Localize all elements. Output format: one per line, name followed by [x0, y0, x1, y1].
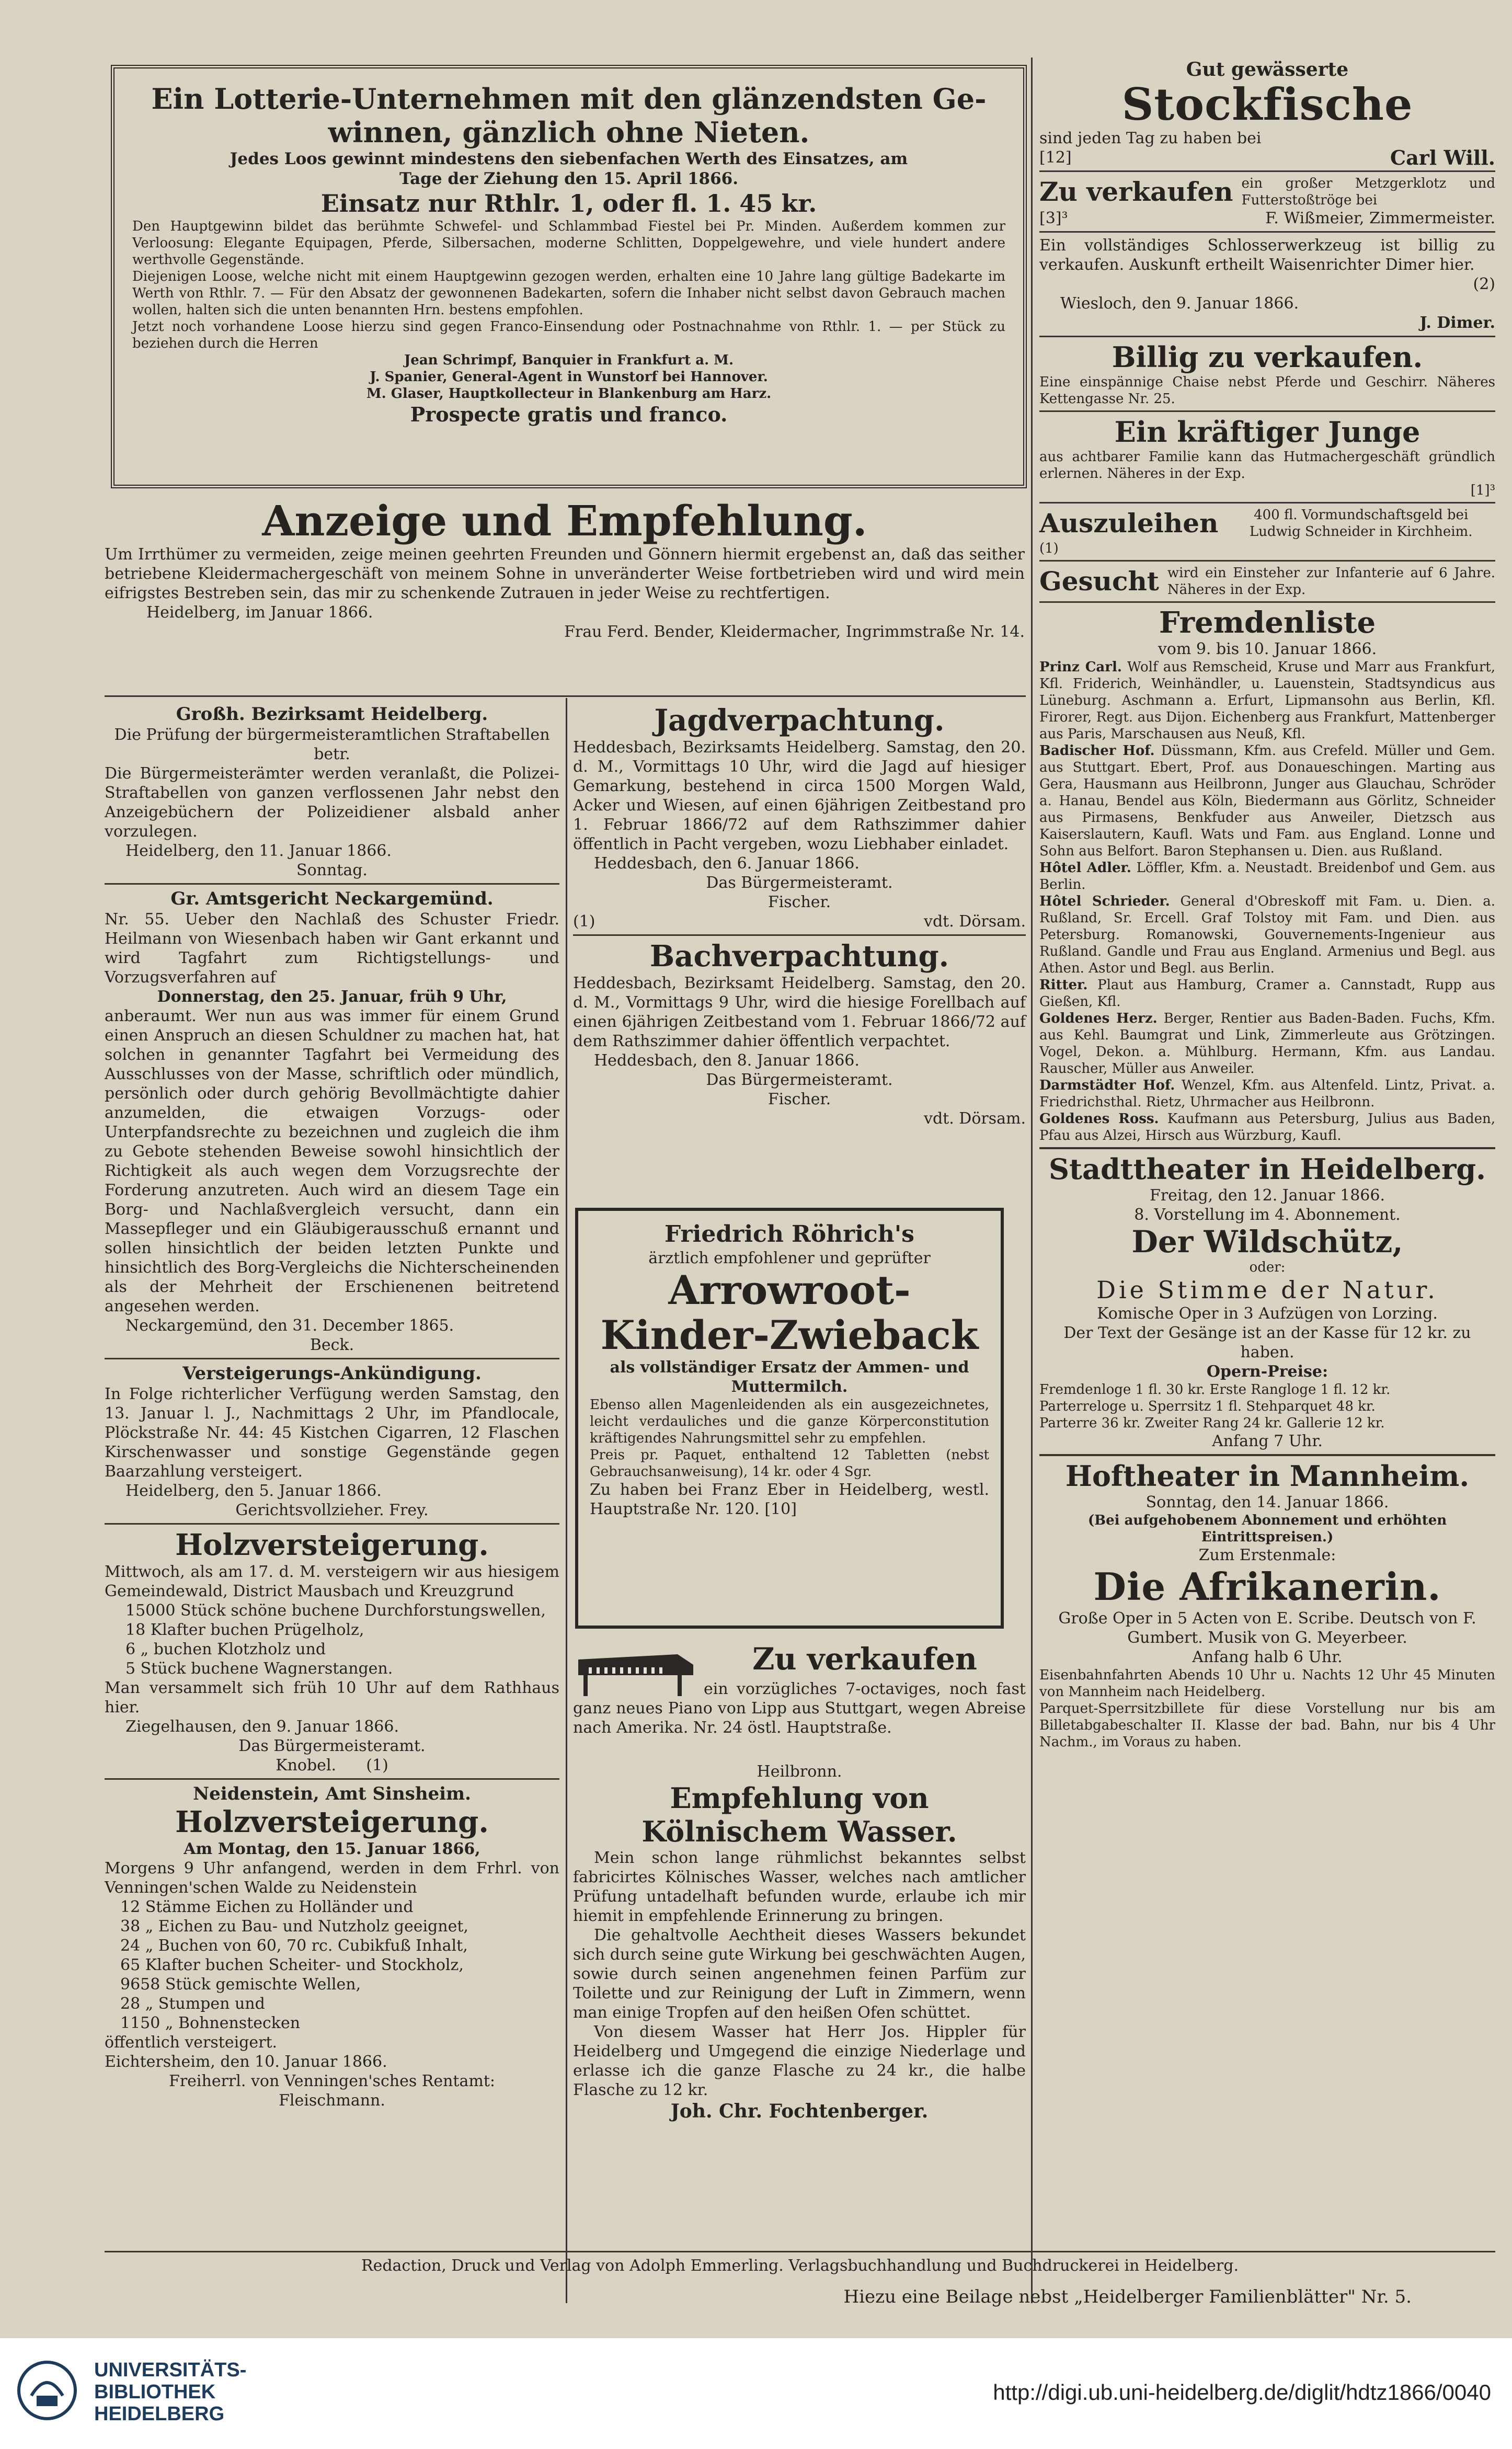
hunt-lease-head: Jagdverpachtung.	[654, 703, 945, 738]
city-theatre-price: Fremdenloge 1 fl. 30 kr. Erste Rangloge 1 fl. 12 kr.	[1039, 1382, 1391, 1398]
cologne-water-body: Mein schon lange rühmlichst bekanntes selbst fabricirtes Kölnisches Wasser, welches nach amtlicher Prüfung untadelhaft befunden wurde, erlaube ich mir hiemit in empfehlende Erinnerung zu bringen.	[573, 1849, 1026, 1925]
sale-1-footer	[1039, 209, 1495, 228]
tools-number: (2)	[1473, 275, 1495, 293]
hotel-name: Goldenes Ross.	[1039, 1111, 1159, 1127]
anzeige-sign: Frau Ferd. Bender, Kleidermacher, Ingrimmstraße Nr. 14.	[564, 623, 1025, 641]
hotel-name: Goldenes Herz.	[1039, 1011, 1158, 1026]
brook-lease-office: Das Bürgermeisteramt.	[706, 1071, 893, 1089]
notice-4-item: 15000 Stück schöne buchene Durchforstungswellen,	[125, 1601, 546, 1620]
hotel-name: Ritter.	[1039, 977, 1088, 993]
arrowroot-maker: Friedrich Röhrich's	[665, 1221, 914, 1248]
hotel-guests: Wolf aus Remscheid, Kruse und Marr aus Frankfurt, Kfl. Friderich, Weinhändler, u. Lauenstein, Stadtsyndicus aus Lüneburg. Aschmann a. Erfurt, Lipmansohn aus Berlin, Kfl. Firorer, Regt. aus Dijon. Eichenberg aus Frankfurt, Mattenberger aus Paris, Marschausen aus Neuß, Kfl.	[1039, 659, 1495, 742]
lottery-title-2: winnen, gänzlich ohne Nieten.	[328, 116, 810, 149]
left-column	[105, 703, 559, 2110]
wanted-head: Gesucht	[1039, 566, 1159, 597]
anzeige-body: Um Irrthümer zu vermeiden, zeige meinen geehrten Freunden und Gönnern hiermit ergebenst an, daß das seither betriebene Kleidermachergeschäft von meinem Sohne in unveränderter Weise fortbetrieben wird und wird mein eifrigstes Bestreben sein, das mir zu schenkende Zutrauen in jeder Weise zu rechtfertigen.	[105, 545, 1025, 602]
arrowroot-title-1: Arrowroot-	[668, 1267, 911, 1313]
apprentice-body: aus achtbarer Familie kann das Hutmachergeschäft gründlich erlernen. Näheres in der Exp.	[1039, 449, 1495, 482]
notice-1-place: Heidelberg, den 11. Januar 1866.	[125, 842, 392, 860]
tools-body: Ein vollständiges Schlosserwerkzeug ist billig zu verkaufen. Auskunft ertheilt Waisenrichter Dimer hier.	[1039, 236, 1495, 274]
sale-1-body: ein großer Metzgerklotz und Futterstoßtröge bei	[1241, 176, 1495, 208]
cheap-sale-body: Eine einspännige Chaise nebst Pferde und Geschirr. Näheres Kettengasse Nr. 25.	[1039, 374, 1495, 407]
lottery-agent-3: M. Glaser, Hauptkollecteur in Blankenburg am Harz.	[366, 386, 772, 402]
hotel-guests: General d'Obreskoff mit Fam. u. Dien. a. Rußland, Sr. Ercell. Graf Tolstoy mit Fam. und Dien. aus Petersburg. Romanowski, Gouvernements-Ingenieur aus Rußland. Gandle und Frau aus England. Armenius und Begl. aus Athen. Astor und Begl. aus Berlin.	[1039, 894, 1496, 976]
city-theatre-date: Freitag, den 12. Januar 1866.	[1150, 1186, 1385, 1205]
lottery-body-2: Diejenigen Loose, welche nicht mit einem Hauptgewinn gezogen werden, erhalten eine 10 Jahre lang gültige Badekarte im Werth von Rthlr. 7. — Für den Absatz der gewonnenen Badekarten, sofern die Inhaber nicht selbst davon Gebrauch machen wollen, halten sich die unten benannten Hrn. bestens empfohlen.	[132, 269, 1005, 318]
library-name-3: HEIDELBERG	[94, 2403, 225, 2425]
notice-4-body-2: Man versammelt sich früh 10 Uhr auf dem Rathhaus hier.	[105, 1679, 559, 1716]
city-theatre-prices-head: Opern-Preise:	[1206, 1363, 1328, 1381]
notice-1-subject: Die Prüfung der bürgermeisteramtlichen Straftabellen betr.	[114, 726, 550, 763]
anzeige-title: Anzeige und Empfehlung.	[262, 496, 867, 545]
notice-1-head: Großh. Bezirksamt Heidelberg.	[176, 704, 488, 725]
loan-body: 400 fl. Vormundschaftsgeld bei Ludwig Schneider in Kirchheim.	[1249, 507, 1473, 540]
notice-4-place: Ziegelhausen, den 9. Januar 1866.	[125, 1718, 399, 1736]
brook-lease-vdt: vdt. Dörsam.	[924, 1109, 1026, 1128]
library-footer	[0, 2337, 1512, 2449]
notice-2-head: Gr. Amtsgericht Neckargemünd.	[170, 888, 494, 909]
city-theatre-price: Parterreloge u. Sperrsitz 1 fl. Stehparquet 48 kr.	[1039, 1399, 1376, 1414]
arrowroot-title-2: Kinder-Zwieback	[600, 1312, 979, 1358]
hotel-guests: Löffler, Kfm. a. Neustadt. Breidenbof und Gem. aus Berlin.	[1039, 860, 1495, 892]
notice-2-body: Nr. 55. Ueber den Nachlaß des Schuster Friedr. Heilmann von Wiesenbach haben wir Gant erkannt und wird Tagfahrt zum Richtigstellungs- und Vorzugsverfahren auf	[105, 910, 559, 987]
piano-icon	[573, 1644, 698, 1701]
cheap-sale-head: Billig zu verkaufen.	[1112, 340, 1423, 374]
lottery-title-1: Ein Lotterie-Unternehmen mit den glänzendsten Ge-	[151, 82, 987, 116]
sale-1-number: [3]³	[1039, 209, 1068, 227]
notice-5-item: 1150 „ Bohnenstecken	[120, 2014, 301, 2032]
imprint-line-2: Hiezu eine Beilage nebst „Heidelberger Familienblätter" Nr. 5.	[843, 2286, 1412, 2307]
tools-sign: J. Dimer.	[1419, 314, 1495, 332]
court-theatre-tickets: Parquet-Sperrsitzbillete für diese Vorstellung nur bis am Billetabgabeschalter II. Klasse der bad. Bahn, nur bis 4 Uhr Nachm., im Voraus zu haben.	[1039, 1701, 1495, 1750]
notice-5-item: 38 „ Eichen zu Bau- und Nutzholz geeignet,	[120, 1917, 468, 1936]
sale-1-head: Zu verkaufen	[1039, 176, 1233, 207]
city-theatre-price: Parterre 36 kr. Zweiter Rang 24 kr. Gallerie 12 kr.	[1039, 1415, 1385, 1431]
lottery-body: Den Hauptgewinn bildet das berühmte Schwefel- und Schlammbad Fiestel bei Pr. Minden. Außerdem kommen zur Verloosung: Elegante Equipagen, Pferde, Silbersachen, moderne Schlitten, Doppelgewehre, und viele hundert andere werthvolle Gegenstände.	[132, 219, 1005, 268]
piano-head: Zu verkaufen	[752, 1641, 977, 1677]
arrowroot-sub: ärztlich empfohlener und geprüfter	[648, 1249, 931, 1267]
hunt-lease-vdt: vdt. Dörsam.	[924, 912, 1026, 931]
hunt-lease-number: (1)	[573, 912, 595, 931]
notice-5-head: Neidenstein, Amt Sinsheim.	[193, 1783, 471, 1804]
stockfish-head: Stockfische	[1121, 78, 1413, 130]
notice-4-number: (1)	[366, 1756, 388, 1775]
hotel-name: Hôtel Adler.	[1039, 860, 1131, 876]
middle-column	[573, 703, 1026, 1128]
apprentice-head: Ein kräftiger Junge	[1114, 415, 1421, 449]
hotel-name: Hôtel Schrieder.	[1039, 894, 1170, 909]
piano-body: ein vorzügliches 7-octaviges, noch fast ganz neues Piano von Lipp aus Stuttgart, wegen Abreise nach Amerika. Nr. 24 östl. Hauptstraße.	[573, 1680, 1026, 1737]
hotel-name: Badischer Hof.	[1039, 743, 1155, 759]
wanted-body: wird ein Einsteher zur Infanterie auf 6 Jahre. Näheres in der Exp.	[1167, 565, 1495, 598]
notice-5-body: Morgens 9 Uhr anfangend, werden in dem Frhrl. von Venningen'schen Walde zu Neidenstein	[105, 1859, 559, 1897]
stockfish-body: sind jeden Tag zu haben bei	[1039, 129, 1262, 147]
notice-4-head: Holzversteigerung.	[175, 1528, 489, 1562]
notice-4-item: 5 Stück buchene Wagnerstangen.	[125, 1660, 393, 1678]
hotel-entry	[1039, 1111, 1495, 1144]
notice-3-body: In Folge richterlicher Verfügung werden Samstag, den 13. Januar l. J., Nachmittags 2 Uhr, im Pfandlocale, Plöckstraße Nr. 44: 45 Kistchen Cigarren, 12 Flaschen Kirschenwasser und sonstige Gegenstände gegen Baarzahlung versteigert.	[105, 1385, 559, 1481]
city-theatre-perf: 8. Vorstellung im 4. Abonnement.	[1134, 1206, 1401, 1224]
court-theatre-date: Sonntag, den 14. Januar 1866.	[1146, 1493, 1389, 1512]
notice-5-item: 28 „ Stumpen und	[120, 1995, 265, 2013]
stockfish-number: [12]	[1039, 148, 1072, 167]
notice-5-place: Eichtersheim, den 10. Januar 1866.	[105, 2053, 387, 2071]
cologne-water-body-2: Die gehaltvolle Aechtheit dieses Wassers bekundet sich durch seine gute Wirkung bei geschwächten Augen, sowie durch seinen angenehmen feinen Parfüm zur Toilette und zur Reinigung der Luft in Zimmern, wenn man einige Tropfen auf den heißen Ofen schüttet.	[573, 1926, 1026, 2022]
hotel-name: Prinz Carl.	[1039, 659, 1122, 675]
lottery-line-2: Tage der Ziehung den 15. April 1866.	[399, 169, 739, 188]
stockfish-sign: Carl Will.	[1390, 146, 1495, 169]
notice-5-item: 12 Stämme Eichen zu Holländer und	[120, 1898, 414, 1916]
notice-3-place: Heidelberg, den 5. Januar 1866.	[125, 1482, 382, 1500]
arrowroot-body: Ebenso allen Magenleidenden als ein ausgezeichnetes, leicht verdauliches und die ganze Körperconstitution kräftigendes Nahrungsmittel sehr zu empfehlen.	[590, 1397, 989, 1446]
notice-5-item: 9658 Stück gemischte Wellen,	[120, 1975, 361, 1994]
cologne-water-head: Empfehlung von Kölnischem Wasser.	[642, 1781, 957, 1848]
cologne-water-body-3: Von diesem Wasser hat Herr Jos. Hippler für Heidelberg und Umgegend die einzige Niederlage und erlasse ich die ganze Flasche zu 24 kr., die halbe Flasche zu 12 kr.	[573, 2023, 1026, 2099]
visitors-list	[1039, 659, 1495, 1144]
notice-5-item: 24 „ Buchen von 60, 70 rc. Cubikfuß Inhalt,	[120, 1937, 468, 1955]
notice-2-place: Neckargemünd, den 31. December 1865.	[125, 1317, 454, 1335]
notice-5-sign: Fleischmann.	[279, 2091, 385, 2110]
arrowroot-seller: Zu haben bei Franz Eber in Heidelberg, westl. Hauptstraße Nr. 120. [10]	[590, 1481, 989, 1518]
visitors-head: Fremdenliste	[1159, 605, 1376, 640]
notice-5-title: Holzversteigerung.	[175, 1805, 489, 1839]
hotel-guests: Plaut aus Hamburg, Cramer a. Cannstadt, Rupp aus Gießen, Kfl.	[1039, 977, 1496, 1010]
stockfish-footer	[1039, 148, 1495, 167]
cologne-water-sign: Joh. Chr. Fochtenberger.	[670, 2100, 929, 2122]
notice-5-body-2: öffentlich versteigert.	[105, 2033, 278, 2052]
visitors-sub: vom 9. bis 10. Januar 1866.	[1158, 640, 1377, 658]
court-theatre-trains: Eisenbahnfahrten Abends 10 Uhr u. Nachts 12 Uhr 45 Minuten von Mannheim nach Heidelberg.	[1039, 1667, 1495, 1700]
anzeige-place: Heidelberg, im Januar 1866.	[146, 603, 373, 622]
notice-4-item: 6 „ buchen Klotzholz und	[125, 1640, 326, 1658]
imprint-line-1: Redaction, Druck und Verlag von Adolph Emmerling. Verlagsbuchhandlung und Buchdruckerei in Heidelberg.	[361, 2257, 1239, 2275]
hotel-guests: Berger, Rentier aus Baden-Baden. Fuchs, Kfm. aus Kehl. Baumgrat und Link, Zimmerleute aus Grötzingen. Vogel, Dekon. a. Mühlburg. Hermann, Kfm. aus Landau. Rauscher, Müller aus Anweiler.	[1039, 1011, 1495, 1077]
hotel-entry	[1039, 893, 1495, 977]
hotel-entry	[1039, 742, 1495, 860]
notice-1-body: Die Bürgermeisterämter werden veranlaßt, die Polizei-Straftabellen von ganzen verflossenen Jahr nebst den Anzeigebüchern der Polizeidiener alsbald anher vorzulegen.	[105, 764, 559, 841]
library-name-2: BIBLIOTHEK	[94, 2381, 216, 2403]
tools-place: Wiesloch, den 9. Januar 1866.	[1060, 294, 1299, 313]
court-theatre-body: Große Oper in 5 Acten von E. Scribe. Deutsch von F. Gumbert. Musik von G. Meyerbeer.	[1058, 1609, 1476, 1647]
cologne-water-city: Heilbronn.	[757, 1763, 842, 1781]
court-theatre-first: Zum Erstenmale:	[1198, 1546, 1336, 1564]
hunt-lease-body: Heddesbach, Bezirksamts Heidelberg. Samstag, den 20. d. M., Vormittags 10 Uhr, wird die Jagd auf hiesiger Gemarkung, bestehend in circa 1500 Morgen Wald, Acker und Wiesen, auf einen 6jährigen Zeitbestand pro 1. Februar 1866/72 auf dem Rathszimmer dahier öffentlich in Pacht vergeben, wozu Liebhaber einladet.	[573, 738, 1026, 853]
court-theatre-head: Hoftheater in Mannheim.	[1065, 1459, 1470, 1493]
arrowroot-price: Preis pr. Paquet, enthaltend 12 Tabletten (nebst Gebrauchsanweisung), 14 kr. oder 4 Sgr.	[590, 1447, 989, 1480]
lottery-footer: Prospecte gratis und franco.	[410, 403, 728, 426]
brook-lease-place: Heddesbach, den 8. Januar 1866.	[594, 1051, 860, 1070]
apprentice-number: [1]³	[1470, 483, 1495, 498]
city-theatre-oder: oder:	[1249, 1260, 1286, 1275]
lottery-agent-1: Jean Schrimpf, Banquier in Frankfurt a. M.	[404, 352, 734, 368]
lottery-line-1: Jedes Loos gewinnt mindestens den siebenfachen Werth des Einsatzes, am	[230, 150, 908, 168]
court-theatre-title: Die Afrikanerin.	[1093, 1564, 1441, 1609]
city-theatre-subtitle: Die Stimme der Natur.	[1096, 1276, 1438, 1304]
library-logo-text	[94, 2359, 246, 2425]
stockfish-pre: Gut gewässerte	[1186, 59, 1349, 81]
notice-1-sign: Sonntag.	[296, 861, 368, 879]
hotel-entry	[1039, 860, 1495, 893]
lottery-advert	[111, 65, 1027, 488]
notice-2-date: Donnerstag, den 25. Januar, früh 9 Uhr,	[157, 988, 507, 1006]
loan-head: Auszuleihen	[1039, 508, 1219, 539]
hunt-lease-footer	[573, 912, 1026, 931]
hunt-lease-place: Heddesbach, den 6. Januar 1866.	[594, 854, 860, 873]
library-name-1: UNIVERSITÄTS-	[94, 2359, 247, 2381]
lottery-stake: Einsatz nur Rthlr. 1, oder fl. 1. 45 kr.	[320, 189, 817, 218]
city-theatre-body: Komische Oper in 3 Aufzügen von Lorzing.	[1097, 1304, 1438, 1323]
hotel-entry	[1039, 659, 1495, 742]
brook-lease-head: Bachverpachtung.	[649, 939, 949, 974]
notice-4-office: Das Bürgermeisteramt.	[238, 1737, 426, 1755]
notice-5-office: Freiherrl. von Venningen'sches Rentamt:	[169, 2072, 495, 2090]
notice-4-body: Mittwoch, als am 17. d. M. versteigern wir aus hiesigem Gemeindewald, District Mausbach und Kreuzgrund	[105, 1563, 559, 1600]
right-column	[1039, 59, 1495, 1750]
city-theatre-title: Der Wildschütz,	[1131, 1224, 1403, 1260]
notice-2-body-2: anberaumt. Wer nun aus was immer für einem Grund einen Anspruch an diesen Schuldner zu machen hat, hat solchen in genannter Tagfahrt bei Vermeidung des Ausschlusses von der Masse, schriftlich oder mündlich, persönlich oder durch gehörig Bevollmächtigte dahier anzumelden, die etwaigen Vorzugs- oder Unterpfandsrechte zu bezeichnen und zugleich die ihm zu Gebote stehenden Beweise sowohl hinsichtlich der Richtigkeit als auch wegen dem Vorzugsrechte der Forderung anzutreten. Auch wird an diesem Tage ein Borg- und Nachlaßvergleich versucht, dann ein Massepfleger und ein Gläubigerausschuß ernannt und sollen hinsichtlich der beiden letzten Punkte und hinsichtlich des Borg-Vergleichs die Nichterscheinenden als der Mehrheit der Erschienenen beitretend angesehen werden.	[105, 1007, 559, 1315]
city-theatre-head: Stadttheater in Heidelberg.	[1049, 1152, 1486, 1186]
brook-lease-sign: Fischer.	[768, 1090, 831, 1108]
hunt-lease-office: Das Bürgermeisteramt.	[706, 874, 893, 892]
hunt-lease-sign: Fischer.	[768, 893, 831, 911]
brook-lease-body: Heddesbach, Bezirksamt Heidelberg. Samstag, den 20. d. M., Vormittags 9 Uhr, wird die hiesige Forellbach auf einen 6jährigen Zeitbestand vom 1. Februar 1866/72 auf dem Rathszimmer dahier öffentlich verpachtet.	[573, 974, 1026, 1050]
hotel-guests: Düssmann, Kfm. aus Crefeld. Müller und Gem. aus Stuttgart. Ebert, Prof. aus Donaueschingen. Marting aus Gera, Hausmann aus Heilbronn, Junger aus Glauchau, Schröder a. Hanau, Bendel aus Köln, Biedermann aus Görlitz, Schneider aus Pirmasens, Benkfuder aus Anweiler, Dietzsch aus Kaiserslautern, Kaufl. Wats und Fam. aus England. Lonne und Sohn aus Belfort. Baron Stephansen u. Dien. aus Rußland.	[1039, 743, 1496, 859]
hotel-guests: Kaufmann aus Petersburg, Julius aus Baden, Pfau aus Alzei, Hirsch aus Würzburg, Kaufl.	[1039, 1111, 1495, 1143]
notice-4-sign	[105, 1756, 559, 1775]
source-url-link[interactable]: http://digi.ub.uni-heidelberg.de/diglit/hdtz1866/0040	[993, 2380, 1491, 2405]
cologne-water-advert	[573, 1762, 1026, 2123]
anzeige-advert	[105, 497, 1025, 642]
arrowroot-claim: als vollständiger Ersatz der Ammen- und Muttermilch.	[610, 1358, 969, 1396]
hotel-entry	[1039, 977, 1495, 1010]
notice-3-head: Versteigerungs-Ankündigung.	[182, 1363, 482, 1384]
lottery-body-3: Jetzt noch vorhandene Loose hierzu sind gegen Franco-Einsendung oder Postnachnahme von Rthlr. 1. — per Stück zu beziehen durch die Herren	[132, 319, 1005, 351]
hotel-entry	[1039, 1010, 1495, 1077]
hotel-name: Darmstädter Hof.	[1039, 1078, 1175, 1093]
notice-5-item: 65 Klafter buchen Scheiter- und Stockholz,	[120, 1956, 464, 1974]
university-seal-icon	[16, 2359, 78, 2422]
notice-3-sign: Gerichtsvollzieher. Frey.	[235, 1501, 429, 1519]
hotel-guests: Wenzel, Kfm. aus Altenfeld. Lintz, Privat. a. Friedrichsthal. Rietz, Uhrmacher aus Heilbronn.	[1039, 1078, 1496, 1110]
city-theatre-body-2: Der Text der Gesänge ist an der Kasse für 12 kr. zu haben.	[1063, 1324, 1471, 1361]
notice-2-sign: Beck.	[310, 1336, 354, 1354]
court-theatre-note: (Bei aufgehobenem Abonnement und erhöhten Eintrittspreisen.)	[1087, 1513, 1447, 1545]
lottery-agent-2: J. Spanier, General-Agent in Wunstorf bei Hannover.	[370, 369, 768, 385]
sale-1-sign: F. Wißmeier, Zimmermeister.	[1265, 209, 1495, 227]
loan-number: (1)	[1039, 541, 1059, 556]
hotel-entry	[1039, 1077, 1495, 1111]
arrowroot-advert	[575, 1208, 1004, 1629]
court-theatre-start: Anfang halb 6 Uhr.	[1192, 1648, 1343, 1666]
city-theatre-start: Anfang 7 Uhr.	[1212, 1432, 1323, 1450]
notice-5-date: Am Montag, den 15. Januar 1866,	[184, 1840, 480, 1858]
notice-4-signer: Knobel.	[276, 1756, 337, 1775]
notice-4-item: 18 Klafter buchen Prügelholz,	[125, 1621, 364, 1639]
piano-advert	[573, 1642, 1026, 1737]
